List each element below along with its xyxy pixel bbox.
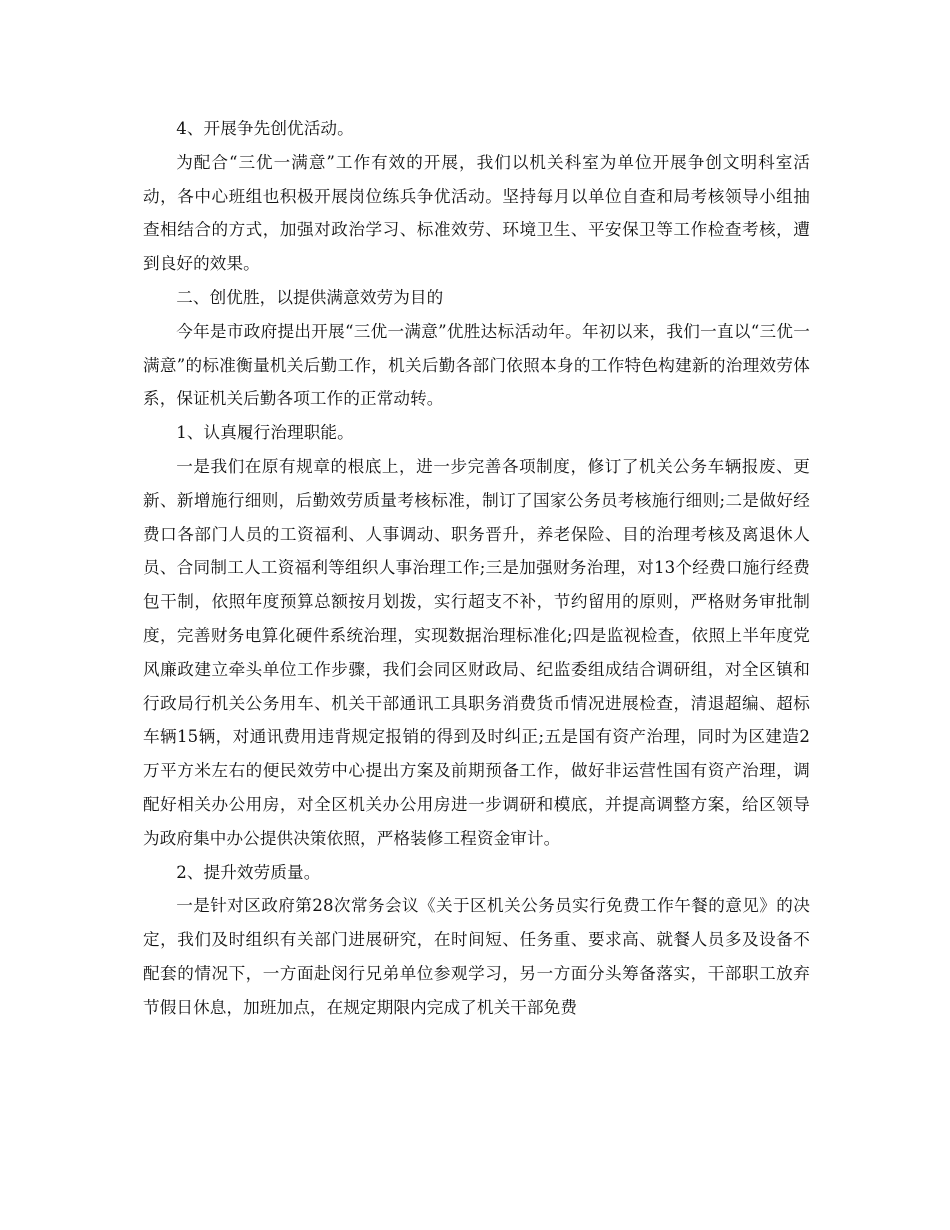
body-paragraph: 一是我们在原有规章的根底上，进一步完善各项制度，修订了机关公务车辆报废、更新、新增施行细则，后勤效劳质量考核标准，制订了国家公务员考核施行细则;二是做好经费口各部门人员的工资福利、人事调动、职务晋升，养老保险、目的治理考核及离退休人员、合同制工人工资福利等组织人事治理工作;三是加强财务治理，对13个经费口施行经费包干制，依照年度预算总额按月划拨，实行超支不补，节约留用的原则，严格财务审批制度，完善财务电算化硬件系统治理，实现数据治理标准化;四是监视检查，依照上半年度党风廉政建立牵头单位工作步骤，我们会同区财政局、纪监委组成结合调研组，对全区镇和行政局行机关公务用车、机关干部通讯工具职务消费货币情况进展检查，清退超编、超标车辆15辆，对通讯费用违背规定报销的得到及时纠正;五是国有资产治理，同时为区建造2万平方米左右的便民效劳中心提出方案及前期预备工作，做好非运营性国有资产治理，调配好相关办公用房，对全区机关办公用房进一步调研和模底，并提高调整方案，给区领导为政府集中办公提供决策依照，严格装修工程资金审计。 [143,456,810,848]
subsection-heading-1: 1、认真履行治理职能。 [176,423,354,443]
section-heading-4: 4、开展争先创优活动。 [176,119,354,138]
body-paragraph: 今年是市政府提出开展“三优一满意”优胜达标活动年。年初以来，我们一直以“三优一满意”的标准衡量机关后勤工作，机关后勤各部门依照本身的工作特色构建新的治理效劳体系，保证机关后勤各项工作的正常动转。 [143,321,810,409]
body-paragraph: 为配合“三优一满意”工作有效的开展，我们以机关科室为单位开展争创文明科室活动，各中心班组也积极开展岗位练兵争优活动。坚持每月以单位自查和局考核领导小组抽查相结合的方式，加强对政治学习、标准效劳、环境卫生、平安保卫等工作检查考核，遭到良好的效果。 [143,152,810,274]
body-paragraph: 一是针对区政府第28次常务会议《关于区机关公务员实行免费工作午餐的意见》的决定，我们及时组织有关部门进展研究，在时间短、任务重、要求高、就餐人员多及设备不配套的情况下，一方面赴闵行兄弟单位参观学习，另一方面分头筹备落实，干部职工放弃节假日休息，加班加点，在规定期限内完成了机关干部免费 [143,896,810,1017]
section-heading-2: 二、创优胜，以提供满意效劳为目的 [176,287,444,307]
subsection-heading-2: 2、提升效劳质量。 [176,862,321,882]
document-body [143,112,810,1025]
